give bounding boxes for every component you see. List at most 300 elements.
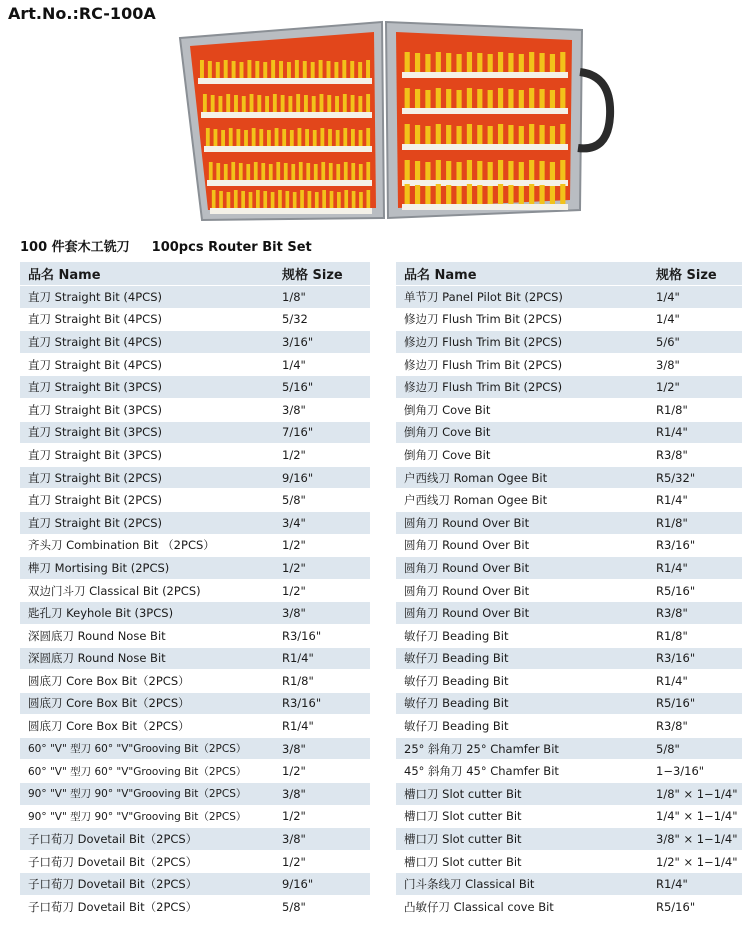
bit-name: 齐头刀 Combination Bit （2PCS） bbox=[28, 538, 215, 553]
bit-size: R3/8" bbox=[656, 719, 688, 734]
router-bit-icon bbox=[359, 192, 363, 208]
router-bit-icon bbox=[405, 184, 410, 204]
router-bit-icon bbox=[281, 95, 285, 112]
router-bit-icon bbox=[436, 160, 441, 180]
router-bit-icon bbox=[477, 185, 482, 204]
bit-size: 5/8" bbox=[282, 899, 306, 914]
bit-size: R1/8" bbox=[656, 402, 688, 417]
bit-name: 修边刀 Flush Trim Bit (2PCS) bbox=[404, 357, 563, 372]
router-bit-icon bbox=[366, 128, 370, 146]
router-bit-icon bbox=[436, 184, 441, 204]
bit-tray-strip bbox=[402, 108, 568, 114]
bit-size: 9/16" bbox=[282, 470, 314, 485]
bit-size: 1/2" bbox=[282, 854, 306, 869]
router-bit-icon bbox=[366, 94, 370, 112]
router-bit-icon bbox=[351, 163, 355, 180]
router-bit-icon bbox=[288, 96, 292, 112]
router-bit-icon bbox=[359, 164, 363, 180]
router-bit-icon bbox=[282, 129, 286, 146]
bit-tray-strip bbox=[207, 180, 372, 186]
bit-name: 圆角刀 Round Over Bit bbox=[404, 606, 530, 621]
bit-name: 匙孔刀 Keyhole Bit (3PCS) bbox=[28, 606, 174, 621]
router-bit-icon bbox=[508, 125, 513, 144]
table-row bbox=[20, 806, 370, 829]
router-bit-icon bbox=[508, 161, 513, 180]
table-row bbox=[20, 399, 370, 422]
router-bit-icon bbox=[334, 62, 338, 78]
table-row bbox=[20, 444, 370, 467]
router-bit-icon bbox=[212, 190, 216, 208]
bit-table-left bbox=[20, 262, 370, 919]
router-bit-icon bbox=[224, 60, 228, 78]
bit-size: 7/16" bbox=[282, 425, 314, 440]
router-bit-icon bbox=[249, 192, 253, 208]
bit-name: 直刀 Straight Bit (4PCS) bbox=[28, 312, 162, 327]
router-bit-icon bbox=[342, 60, 346, 78]
bit-name: 槽口刀 Slot cutter Bit bbox=[404, 809, 522, 824]
table-row bbox=[20, 625, 370, 648]
router-bit-icon bbox=[344, 162, 348, 180]
router-bit-icon bbox=[330, 191, 334, 208]
bit-size: 1/2" bbox=[656, 380, 680, 395]
table-row bbox=[396, 783, 742, 806]
bit-size: 1−3/16" bbox=[656, 764, 705, 779]
router-bit-icon bbox=[290, 130, 294, 146]
table-row bbox=[396, 648, 742, 671]
bit-size: R1/4" bbox=[282, 651, 314, 666]
set-title-cn: 100 件套木工铣刀 bbox=[20, 240, 130, 255]
bit-size: 3/4" bbox=[282, 515, 306, 530]
router-bit-icon bbox=[519, 54, 524, 72]
router-bit-icon bbox=[299, 162, 303, 180]
router-bit-icon bbox=[508, 89, 513, 108]
table-row bbox=[396, 760, 742, 783]
table-row bbox=[396, 896, 742, 919]
table-header bbox=[396, 262, 742, 286]
bit-name: 90° "V" 型刀 90° "V"Grooving Bit（2PCS） bbox=[28, 810, 247, 823]
table-row bbox=[396, 670, 742, 693]
router-bit-icon bbox=[246, 164, 250, 180]
bit-name: 直刀 Straight Bit (4PCS) bbox=[28, 289, 162, 304]
router-bit-icon bbox=[296, 94, 300, 112]
router-bit-icon bbox=[298, 128, 302, 146]
bit-tray-strip bbox=[204, 146, 372, 152]
router-bit-icon bbox=[508, 53, 513, 72]
router-bit-icon bbox=[358, 62, 362, 78]
bit-size: 3/8" bbox=[282, 832, 306, 847]
router-bit-icon bbox=[285, 191, 289, 208]
table-row bbox=[20, 286, 370, 309]
header-size: 规格 Size bbox=[656, 268, 717, 283]
router-bit-icon bbox=[236, 129, 240, 146]
bit-name: 敏仔刀 Beading Bit bbox=[404, 696, 509, 711]
router-bit-icon bbox=[415, 89, 420, 108]
bit-name: 60° "V" 型刀 60° "V"Grooving Bit（2PCS） bbox=[28, 765, 247, 778]
bit-size: 1/2" bbox=[282, 583, 306, 598]
router-bit-icon bbox=[257, 95, 261, 112]
bit-name: 门斗条线刀 Classical Bit bbox=[404, 877, 535, 892]
router-bit-icon bbox=[241, 191, 245, 208]
router-bit-icon bbox=[271, 192, 275, 208]
bit-name: 直刀 Straight Bit (4PCS) bbox=[28, 357, 162, 372]
table-row bbox=[20, 331, 370, 354]
bit-name: 深圆底刀 Round Nose Bit bbox=[28, 628, 166, 643]
bit-name: 圆角刀 Round Over Bit bbox=[404, 583, 530, 598]
table-row bbox=[20, 557, 370, 580]
router-bit-icon bbox=[247, 60, 251, 78]
router-bit-icon bbox=[366, 162, 370, 180]
router-bit-icon bbox=[211, 95, 215, 112]
router-bit-icon bbox=[231, 162, 235, 180]
bit-name: 直刀 Straight Bit (2PCS) bbox=[28, 493, 162, 508]
bit-size: R1/4" bbox=[656, 425, 688, 440]
bit-size: 1/4" bbox=[656, 312, 680, 327]
router-bit-icon bbox=[436, 124, 441, 144]
router-bit-icon bbox=[352, 191, 356, 208]
router-bit-icon bbox=[278, 190, 282, 208]
router-bit-icon bbox=[560, 124, 565, 144]
bit-name: 户西线刀 Roman Ogee Bit bbox=[404, 493, 548, 508]
router-bit-icon bbox=[539, 185, 544, 204]
router-bit-icon bbox=[216, 163, 220, 180]
bit-name: 圆角刀 Round Over Bit bbox=[404, 560, 530, 575]
router-bit-icon bbox=[519, 162, 524, 180]
bit-size: R1/4" bbox=[656, 560, 688, 575]
router-bit-icon bbox=[425, 54, 430, 72]
router-bit-icon bbox=[320, 128, 324, 146]
table-row bbox=[20, 354, 370, 377]
bit-size: 3/16" bbox=[282, 334, 314, 349]
router-bit-icon bbox=[284, 163, 288, 180]
router-bit-icon bbox=[405, 124, 410, 144]
router-bit-icon bbox=[224, 164, 228, 180]
router-bit-icon bbox=[498, 88, 503, 108]
table-row bbox=[396, 376, 742, 399]
router-bit-icon bbox=[425, 186, 430, 204]
table-row bbox=[20, 467, 370, 490]
bit-name: 圆角刀 Round Over Bit bbox=[404, 538, 530, 553]
bit-size: 3/8" bbox=[656, 357, 680, 372]
bit-name: 圆角刀 Round Over Bit bbox=[404, 515, 530, 530]
router-bit-icon bbox=[405, 52, 410, 72]
router-bit-icon bbox=[239, 163, 243, 180]
router-bit-icon bbox=[273, 94, 277, 112]
router-bit-icon bbox=[477, 125, 482, 144]
router-bit-icon bbox=[336, 164, 340, 180]
bit-name: 圆底刀 Core Box Bit（2PCS） bbox=[28, 673, 190, 688]
table-row bbox=[396, 535, 742, 558]
router-bit-icon bbox=[508, 185, 513, 204]
table-row bbox=[20, 376, 370, 399]
router-bit-icon bbox=[560, 184, 565, 204]
table-row bbox=[20, 422, 370, 445]
table-row bbox=[20, 896, 370, 919]
bit-size: R3/16" bbox=[282, 696, 322, 711]
router-bit-icon bbox=[446, 161, 451, 180]
router-bit-icon bbox=[255, 61, 259, 78]
bit-name: 修边刀 Flush Trim Bit (2PCS) bbox=[404, 334, 563, 349]
router-bit-icon bbox=[312, 96, 316, 112]
router-bit-icon bbox=[560, 52, 565, 72]
router-bit-icon bbox=[227, 192, 231, 208]
router-bit-icon bbox=[351, 129, 355, 146]
bit-name: 直刀 Straight Bit (2PCS) bbox=[28, 515, 162, 530]
set-title bbox=[20, 236, 312, 255]
router-bit-icon bbox=[219, 191, 223, 208]
router-bit-icon bbox=[477, 89, 482, 108]
bit-size: R3/16" bbox=[656, 651, 696, 666]
router-bit-icon bbox=[203, 94, 207, 112]
table-row bbox=[20, 309, 370, 332]
bit-size: 1/2" bbox=[282, 560, 306, 575]
table-row bbox=[20, 602, 370, 625]
bit-name: 槽口刀 Slot cutter Bit bbox=[404, 854, 522, 869]
bit-name: 直刀 Straight Bit (2PCS) bbox=[28, 470, 162, 485]
bit-size: 1/2" bbox=[282, 447, 306, 462]
router-bit-icon bbox=[446, 185, 451, 204]
router-bit-icon bbox=[229, 128, 233, 146]
bit-size: R1/4" bbox=[282, 719, 314, 734]
router-bit-icon bbox=[244, 130, 248, 146]
router-bit-icon bbox=[539, 161, 544, 180]
router-bit-icon bbox=[529, 52, 534, 72]
bit-size: 3/8" bbox=[282, 402, 306, 417]
bit-size: 1/8" × 1−1/4" bbox=[656, 786, 738, 801]
bit-name: 修边刀 Flush Trim Bit (2PCS) bbox=[404, 380, 563, 395]
bit-size: R5/32" bbox=[656, 470, 696, 485]
router-bit-icon bbox=[467, 124, 472, 144]
router-bit-icon bbox=[206, 128, 210, 146]
bit-name: 槽口刀 Slot cutter Bit bbox=[404, 832, 522, 847]
router-bit-icon bbox=[328, 129, 332, 146]
bit-size: 1/4" bbox=[656, 289, 680, 304]
router-bit-icon bbox=[293, 192, 297, 208]
bit-name: 子口荀刀 Dovetail Bit（2PCS） bbox=[28, 832, 198, 847]
table-row bbox=[396, 580, 742, 603]
table-row bbox=[396, 512, 742, 535]
router-bit-icon bbox=[358, 96, 362, 112]
router-bit-icon bbox=[425, 90, 430, 108]
table-row bbox=[20, 648, 370, 671]
router-bit-icon bbox=[269, 164, 273, 180]
table-row bbox=[396, 489, 742, 512]
table-row bbox=[20, 828, 370, 851]
router-bit-icon bbox=[529, 160, 534, 180]
table-row bbox=[396, 467, 742, 490]
router-bit-icon bbox=[216, 62, 220, 78]
router-bit-icon bbox=[295, 60, 299, 78]
router-bit-icon bbox=[436, 52, 441, 72]
bit-name: 60° "V" 型刀 60° "V"Grooving Bit（2PCS） bbox=[28, 743, 247, 756]
router-bit-icon bbox=[232, 61, 236, 78]
bit-size: 5/32 bbox=[282, 312, 308, 327]
bit-tray-strip bbox=[402, 204, 568, 210]
bit-size: 1/4" bbox=[282, 357, 306, 372]
router-bit-icon bbox=[550, 90, 555, 108]
header-size: 规格 Size bbox=[282, 268, 343, 283]
router-bit-icon bbox=[314, 164, 318, 180]
table-row bbox=[396, 354, 742, 377]
router-bit-icon bbox=[336, 130, 340, 146]
router-bit-icon bbox=[456, 90, 461, 108]
router-bit-icon bbox=[425, 162, 430, 180]
bit-name: 槽口刀 Slot cutter Bit bbox=[404, 786, 522, 801]
router-bit-icon bbox=[498, 52, 503, 72]
bit-name: 子口荀刀 Dovetail Bit（2PCS） bbox=[28, 854, 198, 869]
router-bit-icon bbox=[287, 62, 291, 78]
bit-name: 直刀 Straight Bit (3PCS) bbox=[28, 402, 162, 417]
table-row bbox=[20, 580, 370, 603]
router-bit-icon bbox=[467, 184, 472, 204]
bit-size: 1/2" bbox=[282, 538, 306, 553]
router-bit-icon bbox=[519, 90, 524, 108]
router-bit-icon bbox=[208, 61, 212, 78]
bit-size: 1/4" × 1−1/4" bbox=[656, 809, 738, 824]
bit-size: 1/8" bbox=[282, 289, 306, 304]
router-bit-icon bbox=[240, 62, 244, 78]
table-row bbox=[20, 693, 370, 716]
router-bit-icon bbox=[488, 126, 493, 144]
router-bit-icon bbox=[488, 54, 493, 72]
router-bit-icon bbox=[539, 53, 544, 72]
router-bit-icon bbox=[539, 125, 544, 144]
bit-size: R3/8" bbox=[656, 447, 688, 462]
bit-name: 修边刀 Flush Trim Bit (2PCS) bbox=[404, 312, 563, 327]
bit-size: R1/4" bbox=[656, 493, 688, 508]
bit-size: R1/4" bbox=[656, 877, 688, 892]
bit-name: 直刀 Straight Bit (3PCS) bbox=[28, 425, 162, 440]
table-row bbox=[396, 331, 742, 354]
table-row bbox=[396, 602, 742, 625]
router-bit-icon bbox=[343, 128, 347, 146]
bit-size: R5/16" bbox=[656, 583, 696, 598]
router-bit-icon bbox=[321, 162, 325, 180]
router-bit-icon bbox=[265, 96, 269, 112]
router-bit-icon bbox=[456, 126, 461, 144]
router-bit-icon bbox=[415, 53, 420, 72]
table-row bbox=[20, 670, 370, 693]
router-bit-icon bbox=[405, 88, 410, 108]
router-bit-icon bbox=[214, 129, 218, 146]
bit-name: 敏仔刀 Beading Bit bbox=[404, 719, 509, 734]
bit-name: 深圆底刀 Round Nose Bit bbox=[28, 651, 166, 666]
table-row bbox=[396, 444, 742, 467]
router-bit-icon bbox=[261, 163, 265, 180]
router-bit-icon bbox=[263, 62, 267, 78]
router-bit-icon bbox=[327, 61, 331, 78]
table-row bbox=[396, 693, 742, 716]
bit-size: 5/6" bbox=[656, 334, 680, 349]
bit-size: R3/16" bbox=[656, 538, 696, 553]
bit-name: 圆底刀 Core Box Bit（2PCS） bbox=[28, 719, 190, 734]
router-bit-icon bbox=[291, 164, 295, 180]
bit-name: 双边门斗刀 Classical Bit (2PCS) bbox=[28, 583, 201, 598]
router-bit-icon bbox=[209, 162, 213, 180]
bit-tray-strip bbox=[210, 208, 372, 214]
router-bit-icon bbox=[488, 90, 493, 108]
router-bit-icon bbox=[550, 162, 555, 180]
table-row bbox=[396, 625, 742, 648]
router-bit-icon bbox=[303, 61, 307, 78]
router-bit-icon bbox=[242, 96, 246, 112]
bit-size: R5/16" bbox=[656, 899, 696, 914]
table-row bbox=[396, 828, 742, 851]
router-bit-icon bbox=[529, 124, 534, 144]
router-bit-icon bbox=[305, 129, 309, 146]
bit-name: 倒角刀 Cove Bit bbox=[404, 447, 491, 462]
table-row bbox=[396, 806, 742, 829]
router-bit-icon bbox=[366, 60, 370, 78]
bit-size: 1/2" × 1−1/4" bbox=[656, 854, 738, 869]
bit-size: R1/8" bbox=[656, 628, 688, 643]
bit-size: 9/16" bbox=[282, 877, 314, 892]
case-handle bbox=[578, 72, 610, 148]
router-bit-icon bbox=[477, 161, 482, 180]
router-bit-icon bbox=[319, 60, 323, 78]
router-bit-icon bbox=[315, 192, 319, 208]
bit-tray-strip bbox=[198, 78, 372, 84]
router-bit-icon bbox=[529, 88, 534, 108]
router-bit-icon bbox=[306, 163, 310, 180]
table-row bbox=[20, 738, 370, 761]
router-bit-icon bbox=[456, 54, 461, 72]
router-bit-icon bbox=[366, 190, 370, 208]
bit-name: 凸敏仔刀 Classical cove Bit bbox=[404, 899, 554, 914]
table-row bbox=[396, 399, 742, 422]
table-row bbox=[396, 422, 742, 445]
bit-size: R1/8" bbox=[656, 515, 688, 530]
router-bit-icon bbox=[256, 190, 260, 208]
router-bit-icon bbox=[560, 88, 565, 108]
router-bit-icon bbox=[275, 128, 279, 146]
router-bit-icon bbox=[467, 52, 472, 72]
router-bit-icon bbox=[250, 94, 254, 112]
router-bit-icon bbox=[467, 88, 472, 108]
router-bit-icon bbox=[498, 160, 503, 180]
router-bit-icon bbox=[456, 162, 461, 180]
router-bit-icon bbox=[267, 130, 271, 146]
bit-size: R3/8" bbox=[656, 606, 688, 621]
table-row bbox=[396, 286, 742, 309]
router-bit-icon bbox=[539, 89, 544, 108]
router-bit-icon bbox=[519, 186, 524, 204]
article-number: Art.No.:RC-100A bbox=[8, 4, 156, 23]
table-row bbox=[396, 309, 742, 332]
table-row bbox=[20, 851, 370, 874]
router-bit-icon bbox=[234, 95, 238, 112]
bit-name: 90° "V" 型刀 90° "V"Grooving Bit（2PCS） bbox=[28, 788, 247, 801]
router-bit-icon bbox=[405, 160, 410, 180]
table-row bbox=[20, 715, 370, 738]
table-row bbox=[20, 760, 370, 783]
bit-name: 直刀 Straight Bit (4PCS) bbox=[28, 334, 162, 349]
router-bit-icon bbox=[344, 190, 348, 208]
header-name: 品名 Name bbox=[404, 268, 477, 283]
router-bit-icon bbox=[200, 60, 204, 78]
table-header bbox=[20, 262, 370, 286]
set-title-en: 100pcs Router Bit Set bbox=[151, 240, 312, 255]
router-bit-icon bbox=[456, 186, 461, 204]
bit-name: 敏仔刀 Beading Bit bbox=[404, 651, 509, 666]
bit-size: 3/8" bbox=[282, 786, 306, 801]
table-row bbox=[396, 738, 742, 761]
router-bit-icon bbox=[467, 160, 472, 180]
router-bit-icon bbox=[329, 163, 333, 180]
bit-size: 3/8" bbox=[282, 606, 306, 621]
bit-name: 25° 斜角刀 25° Chamfer Bit bbox=[404, 741, 559, 756]
bit-name: 敏仔刀 Beading Bit bbox=[404, 673, 509, 688]
router-bit-icon bbox=[254, 162, 258, 180]
